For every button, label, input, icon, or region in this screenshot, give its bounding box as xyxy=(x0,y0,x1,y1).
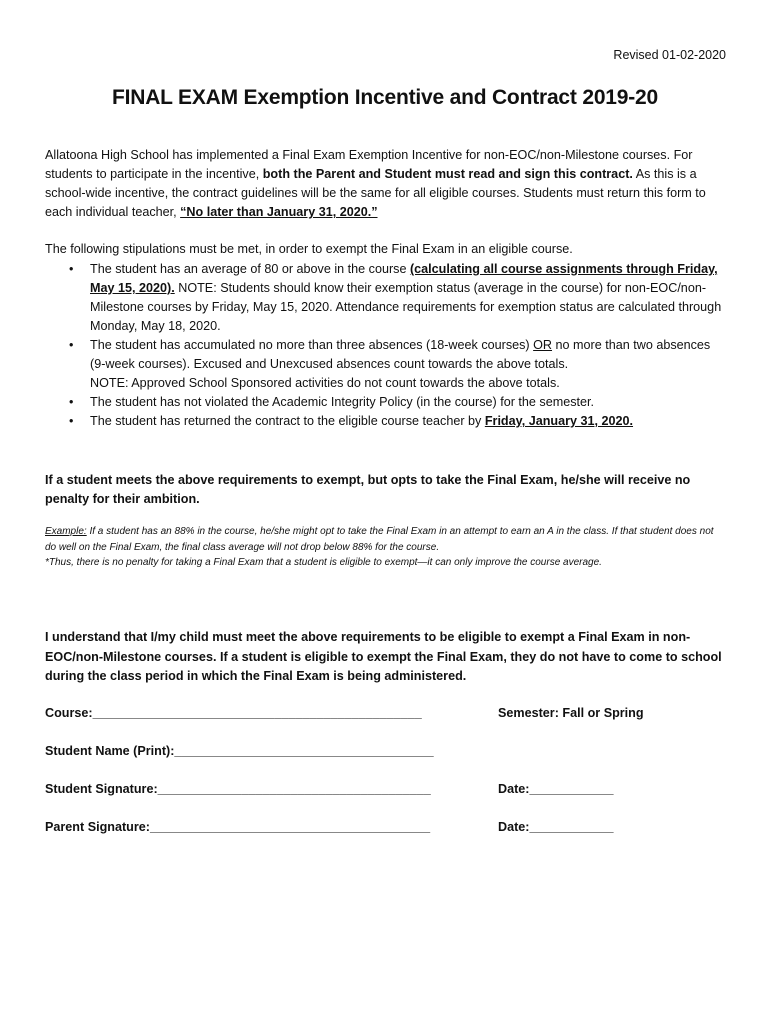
item4-deadline: Friday, January 31, 2020. xyxy=(484,414,634,428)
no-penalty-statement: If a student meets the above requirements to exempt, but opts to take the Final Exam, he/she will receive no penalty for their ambition. xyxy=(45,473,691,506)
list-item xyxy=(69,412,722,431)
bullet-icon: • xyxy=(69,395,74,409)
intro-bold-requirement: both the Parent and Student must read and sign this contract. xyxy=(262,167,633,181)
item2-or: OR xyxy=(533,338,553,352)
parent-signature-field[interactable]: Parent Signature:________________________________________ xyxy=(45,820,431,834)
revision-date: Revised 01-02-2020 xyxy=(613,48,726,62)
page-title: FINAL EXAM Exemption Incentive and Contract 2019-20 xyxy=(111,86,659,109)
item1-underlined: (calculating all course assignments through Friday, May 15, 2020). xyxy=(90,262,718,295)
student-date-field[interactable]: Date:____________ xyxy=(498,782,614,796)
semester-label: Semester: Fall or Spring xyxy=(498,706,644,720)
student-signature-field[interactable]: Student Signature:_______________________________________ xyxy=(45,782,431,796)
intro-text-2: As this is a school-wide incentive, the contract guidelines will be the same for all eligible courses. Students must return this form to each individual teacher, xyxy=(45,167,706,219)
item2-note: NOTE: Approved School Sponsored activities do not count towards the above totals. xyxy=(90,376,560,390)
example-note xyxy=(45,524,725,571)
intro-paragraph xyxy=(45,146,725,222)
list-item xyxy=(69,260,722,336)
example-text: If a student has an 88% in the course, he/she might opt to take the Final Exam in an attempt to earn an A in the class. If that student does not do well on the Final Exam, the final class average will not drop below 88% for the course. xyxy=(45,526,714,553)
stipulations-list xyxy=(69,260,722,431)
list-item xyxy=(69,336,722,393)
stipulations-lead: The following stipulations must be met, in order to exempt the Final Exam in an eligible course. xyxy=(45,242,573,256)
acknowledgement-statement: I understand that I/my child must meet the above requirements to be eligible to exempt a Final Exam in non-EOC/non-Milestone courses. If a student is eligible to exempt the Final Exam, they do not have to come to school during the class period in which the Final Exam is being administered. xyxy=(45,630,722,683)
item2-text: The student has accumulated no more than three absences (18-week courses) xyxy=(90,338,534,352)
item2-text-b: no more than two absences (9-week courses). Excused and Unexcused absences count towards the above totals. xyxy=(90,338,711,371)
bullet-icon: • xyxy=(69,262,74,276)
intro-deadline: “No later than January 31, 2020.” xyxy=(180,205,378,219)
course-field[interactable]: Course:_______________________________________________ xyxy=(45,706,422,720)
example-thus: *Thus, there is no penalty for taking a Final Exam that a student is eligible to exempt—it can only improve the course average. xyxy=(45,557,602,568)
item1-text: The student has an average of 80 or above in the course xyxy=(90,262,410,276)
example-label: Example: xyxy=(45,526,87,537)
bullet-icon: • xyxy=(69,338,74,352)
intro-text-1: Allatoona High School has implemented a Final Exam Exemption Incentive for non-EOC/non-Milestone courses. For students to participate in the incentive, xyxy=(45,148,693,181)
student-name-field[interactable]: Student Name (Print):_____________________________________ xyxy=(45,744,434,758)
item4-text: The student has returned the contract to the eligible course teacher by xyxy=(90,414,485,428)
item3-text: The student has not violated the Academic Integrity Policy (in the course) for the semester. xyxy=(90,395,595,409)
parent-date-field[interactable]: Date:____________ xyxy=(498,820,614,834)
list-item xyxy=(69,393,722,412)
item1-note: NOTE: Students should know their exemption status (average in the course) for non-EOC/non-Milestone courses by Friday, May 15, 2020. Attendance requirements for exemption status are calculated through Monday, May 18, 2020. xyxy=(90,281,722,333)
bullet-icon: • xyxy=(69,414,74,428)
